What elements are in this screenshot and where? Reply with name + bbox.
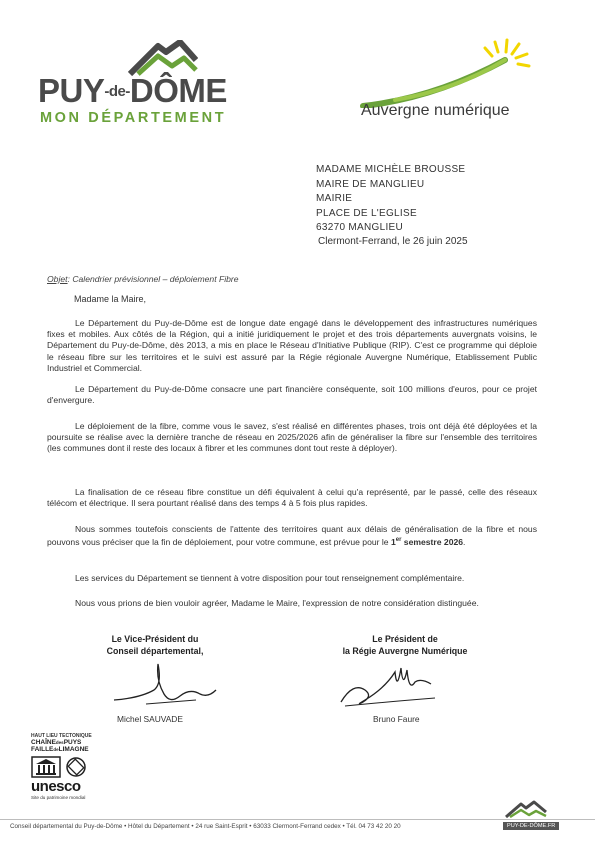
right-signature-icon	[335, 662, 440, 710]
footer-text: Conseil départemental du Puy-de-Dôme • Hôtel du Département • 24 rue Saint-Esprit • 63033 Clermont-Ferrand cedex • Tél. 04 73 42 20 20	[10, 823, 401, 830]
unesco-footnote: Site du patrimoine mondial	[31, 795, 86, 800]
paragraph-4: La finalisation de ce réseau fibre constitue un défi équivalent à celui qu'a représenté, par le passé, celle des réseaux télécom et électrique. Il sera pourtant réalisé dans des temps 4 à 5 fois plus rapides.	[47, 487, 537, 509]
mountain-logo-icon	[128, 40, 198, 76]
footer-divider	[0, 819, 595, 820]
address-line: MAIRE DE MANGLIEU	[316, 178, 425, 190]
footer-website-tag: PUY-DE-DÔME.FR	[503, 822, 559, 830]
letter-date: Clermont-Ferrand, le 26 juin 2025	[318, 236, 468, 247]
paragraph-7: Nous vous prions de bien vouloir agréer, Madame le Maire, l'expression de notre considération distinguée.	[75, 598, 479, 608]
left-signatory-title: Le Vice-Président du Conseil départemental,	[106, 634, 204, 656]
paragraph-6: Les services du Département se tiennent à votre disposition pour tout renseignement complémentaire.	[75, 573, 465, 583]
address-line: MADAME MICHÈLE BROUSSE	[316, 164, 466, 175]
address-line: PLACE DE L'EGLISE	[316, 207, 417, 219]
sun-swoosh-icon	[355, 38, 545, 108]
logo-subtitle: MON DÉPARTEMENT	[40, 110, 227, 126]
unesco-block	[31, 733, 106, 800]
subject-label: Objet	[47, 274, 68, 284]
unesco-line-1: HAUT LIEU TECTONIQUE	[31, 733, 92, 739]
subject-text: : Calendrier prévisionnel – déploiement Fibre	[67, 274, 239, 284]
address-line: 63270 MANGLIEU	[316, 222, 404, 233]
unesco-wordmark: unesco	[31, 778, 81, 795]
unesco-line-3: FAILLEdeLIMAGNE	[31, 746, 89, 753]
paragraph-1: Le Département du Puy-de-Dôme est de longue date engagé dans le développement des infrastructures numériques fixes et mobiles. Aux côtés de la Région, qui a initié juridiquement le projet et des trois départements auvergnats voisins, le Département du Puy-de-Dôme, dès 2013, a mis en place le Réseau d'Initiative Publique (RIP). C'est ce programme qui déploie le réseau fibre sur les territoires et le suivi est assuré par la Régie régionale Auvergne Numérique, Etablissement Public Industriel et Commercial.	[47, 318, 537, 373]
logo-title: PUY-de-DÔME	[38, 72, 227, 109]
left-signature-icon	[110, 660, 220, 710]
right-signatory-title: Le Président de la Régie Auvergne Numérique	[342, 634, 468, 656]
address-line: MAIRIE	[316, 193, 353, 204]
left-signatory-name: Michel SAUVADE	[117, 714, 183, 724]
paragraph-5: Nous sommes toutefois conscients de l'attente des territoires quant aux délais de généralisation de la fibre et nous pouvons vous préciser que la fin de déploiement, pour votre commune, est prévue pour le 1er semestre 2026.	[47, 524, 537, 548]
unesco-temple-icon	[31, 756, 95, 778]
salutation: Madame la Maire,	[74, 294, 147, 304]
auvergne-numerique-label: Auvergne numérique	[361, 102, 510, 119]
recipient-address	[316, 163, 465, 236]
puy-de-dome-logo	[38, 40, 253, 130]
paragraph-3: Le déploiement de la fibre, comme vous le savez, s'est réalisé en différentes phases, trois ont déjà été déployées et la poursuite se réalise avec la dernière tranche de réseau en 2025/2026 afin de généraliser la fibre sur l'ensemble des territoires (les communes dont il reste des locaux à fibrer et les communes dont tout reste à déployer).	[47, 421, 537, 454]
unesco-line-2: CHAÎNEdesPUYS	[31, 739, 82, 746]
auvergne-numerique-logo	[355, 38, 545, 128]
footer-mountain-icon	[505, 800, 547, 818]
right-signatory-name: Bruno Faure	[373, 714, 420, 724]
unesco-emblems	[31, 756, 106, 778]
paragraph-2: Le Département du Puy-de-Dôme consacre une part financière conséquente, soit 100 millions d'euros, pour ce projet d'envergure.	[47, 384, 537, 406]
letter-subject	[47, 274, 239, 284]
